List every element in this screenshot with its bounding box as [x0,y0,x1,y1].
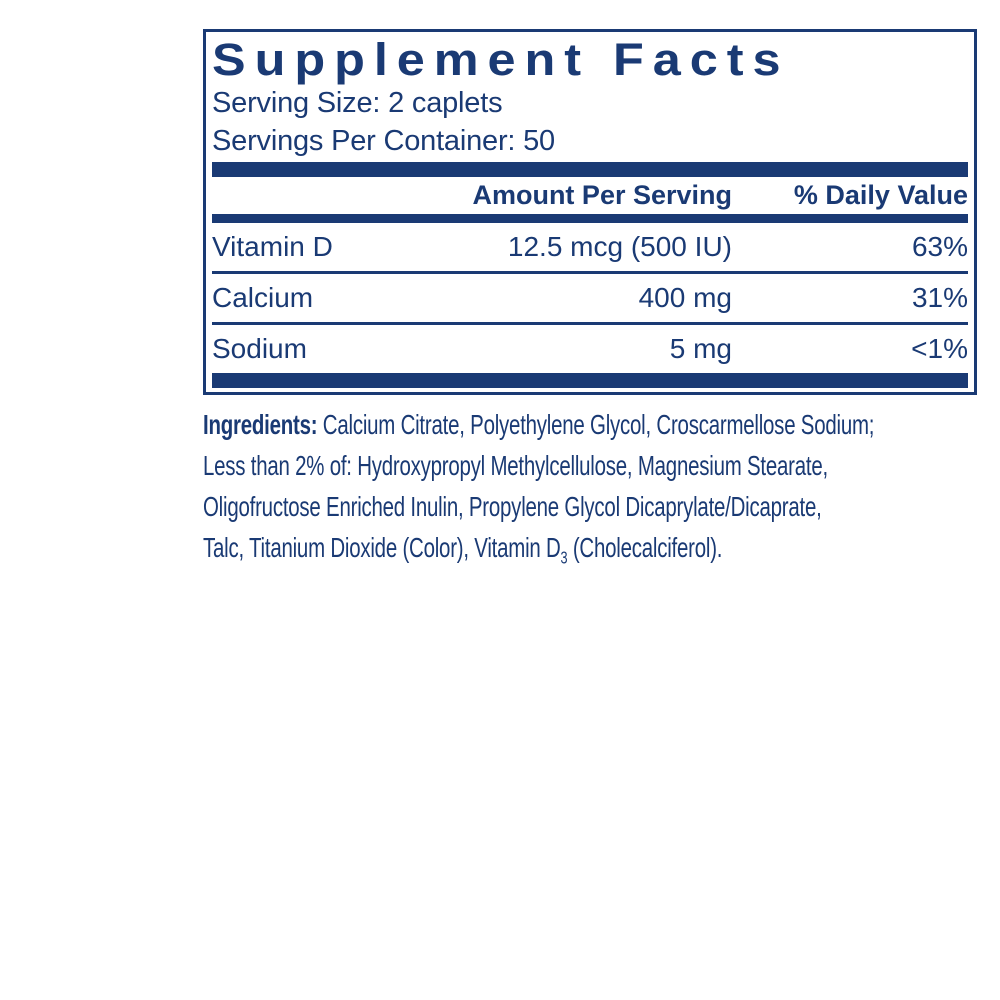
ingredients-line-4-pre: Talc, Titanium Dioxide (Color), Vitamin D [203,532,561,563]
ingredients-line-3-text: Oligofructose Enriched Inulin, Propylene Glycol Dicaprylate/Dicaprate, [203,491,822,522]
supplement-facts-panel [203,29,977,395]
nutrient-name: Vitamin D [212,231,333,262]
nutrient-amount: 400 mg [638,282,732,313]
serving-size: Serving Size: 2 caplets [212,87,503,119]
ingredients-line-1 [203,404,875,445]
vitamin-d3-subscript: 3 [560,547,568,568]
nutrient-daily-value: 31% [911,282,968,313]
table-row-vitamin-d [212,223,968,271]
ingredients-line-3 [203,486,822,527]
servings-per-container: Servings Per Container: 50 [212,125,555,157]
nutrient-amount: 5 mg [669,333,732,364]
divider-thick-bottom [212,373,968,388]
column-header-amount: Amount Per Serving [472,180,732,210]
table-row-sodium [212,325,968,373]
ingredients-line-1-text: Calcium Citrate, Polyethylene Glycol, Croscarmellose Sodium; [322,409,875,440]
ingredients-line-4 [203,527,780,568]
ingredients-label: Ingredients: [203,409,318,440]
ingredients-line-2 [203,445,828,486]
panel-title: Supplement Facts [212,34,790,85]
nutrient-name: Calcium [212,282,314,313]
divider-medium [212,214,968,223]
ingredients-paragraph [203,404,993,568]
nutrient-daily-value: 63% [911,231,968,262]
divider-thick-top [212,162,968,177]
nutrient-amount: 12.5 mcg (500 IU) [507,231,732,262]
column-header-daily-value: % Daily Value [793,180,968,210]
ingredients-line-4-post: (Cholecalciferol). [572,532,723,563]
nutrient-daily-value: <1% [911,333,968,364]
ingredients-line-2-text: Less than 2% of: Hydroxypropyl Methylcellulose, Magnesium Stearate, [203,450,828,481]
nutrient-name: Sodium [212,333,307,364]
table-row-calcium [212,274,968,322]
table-header-row [212,177,968,214]
